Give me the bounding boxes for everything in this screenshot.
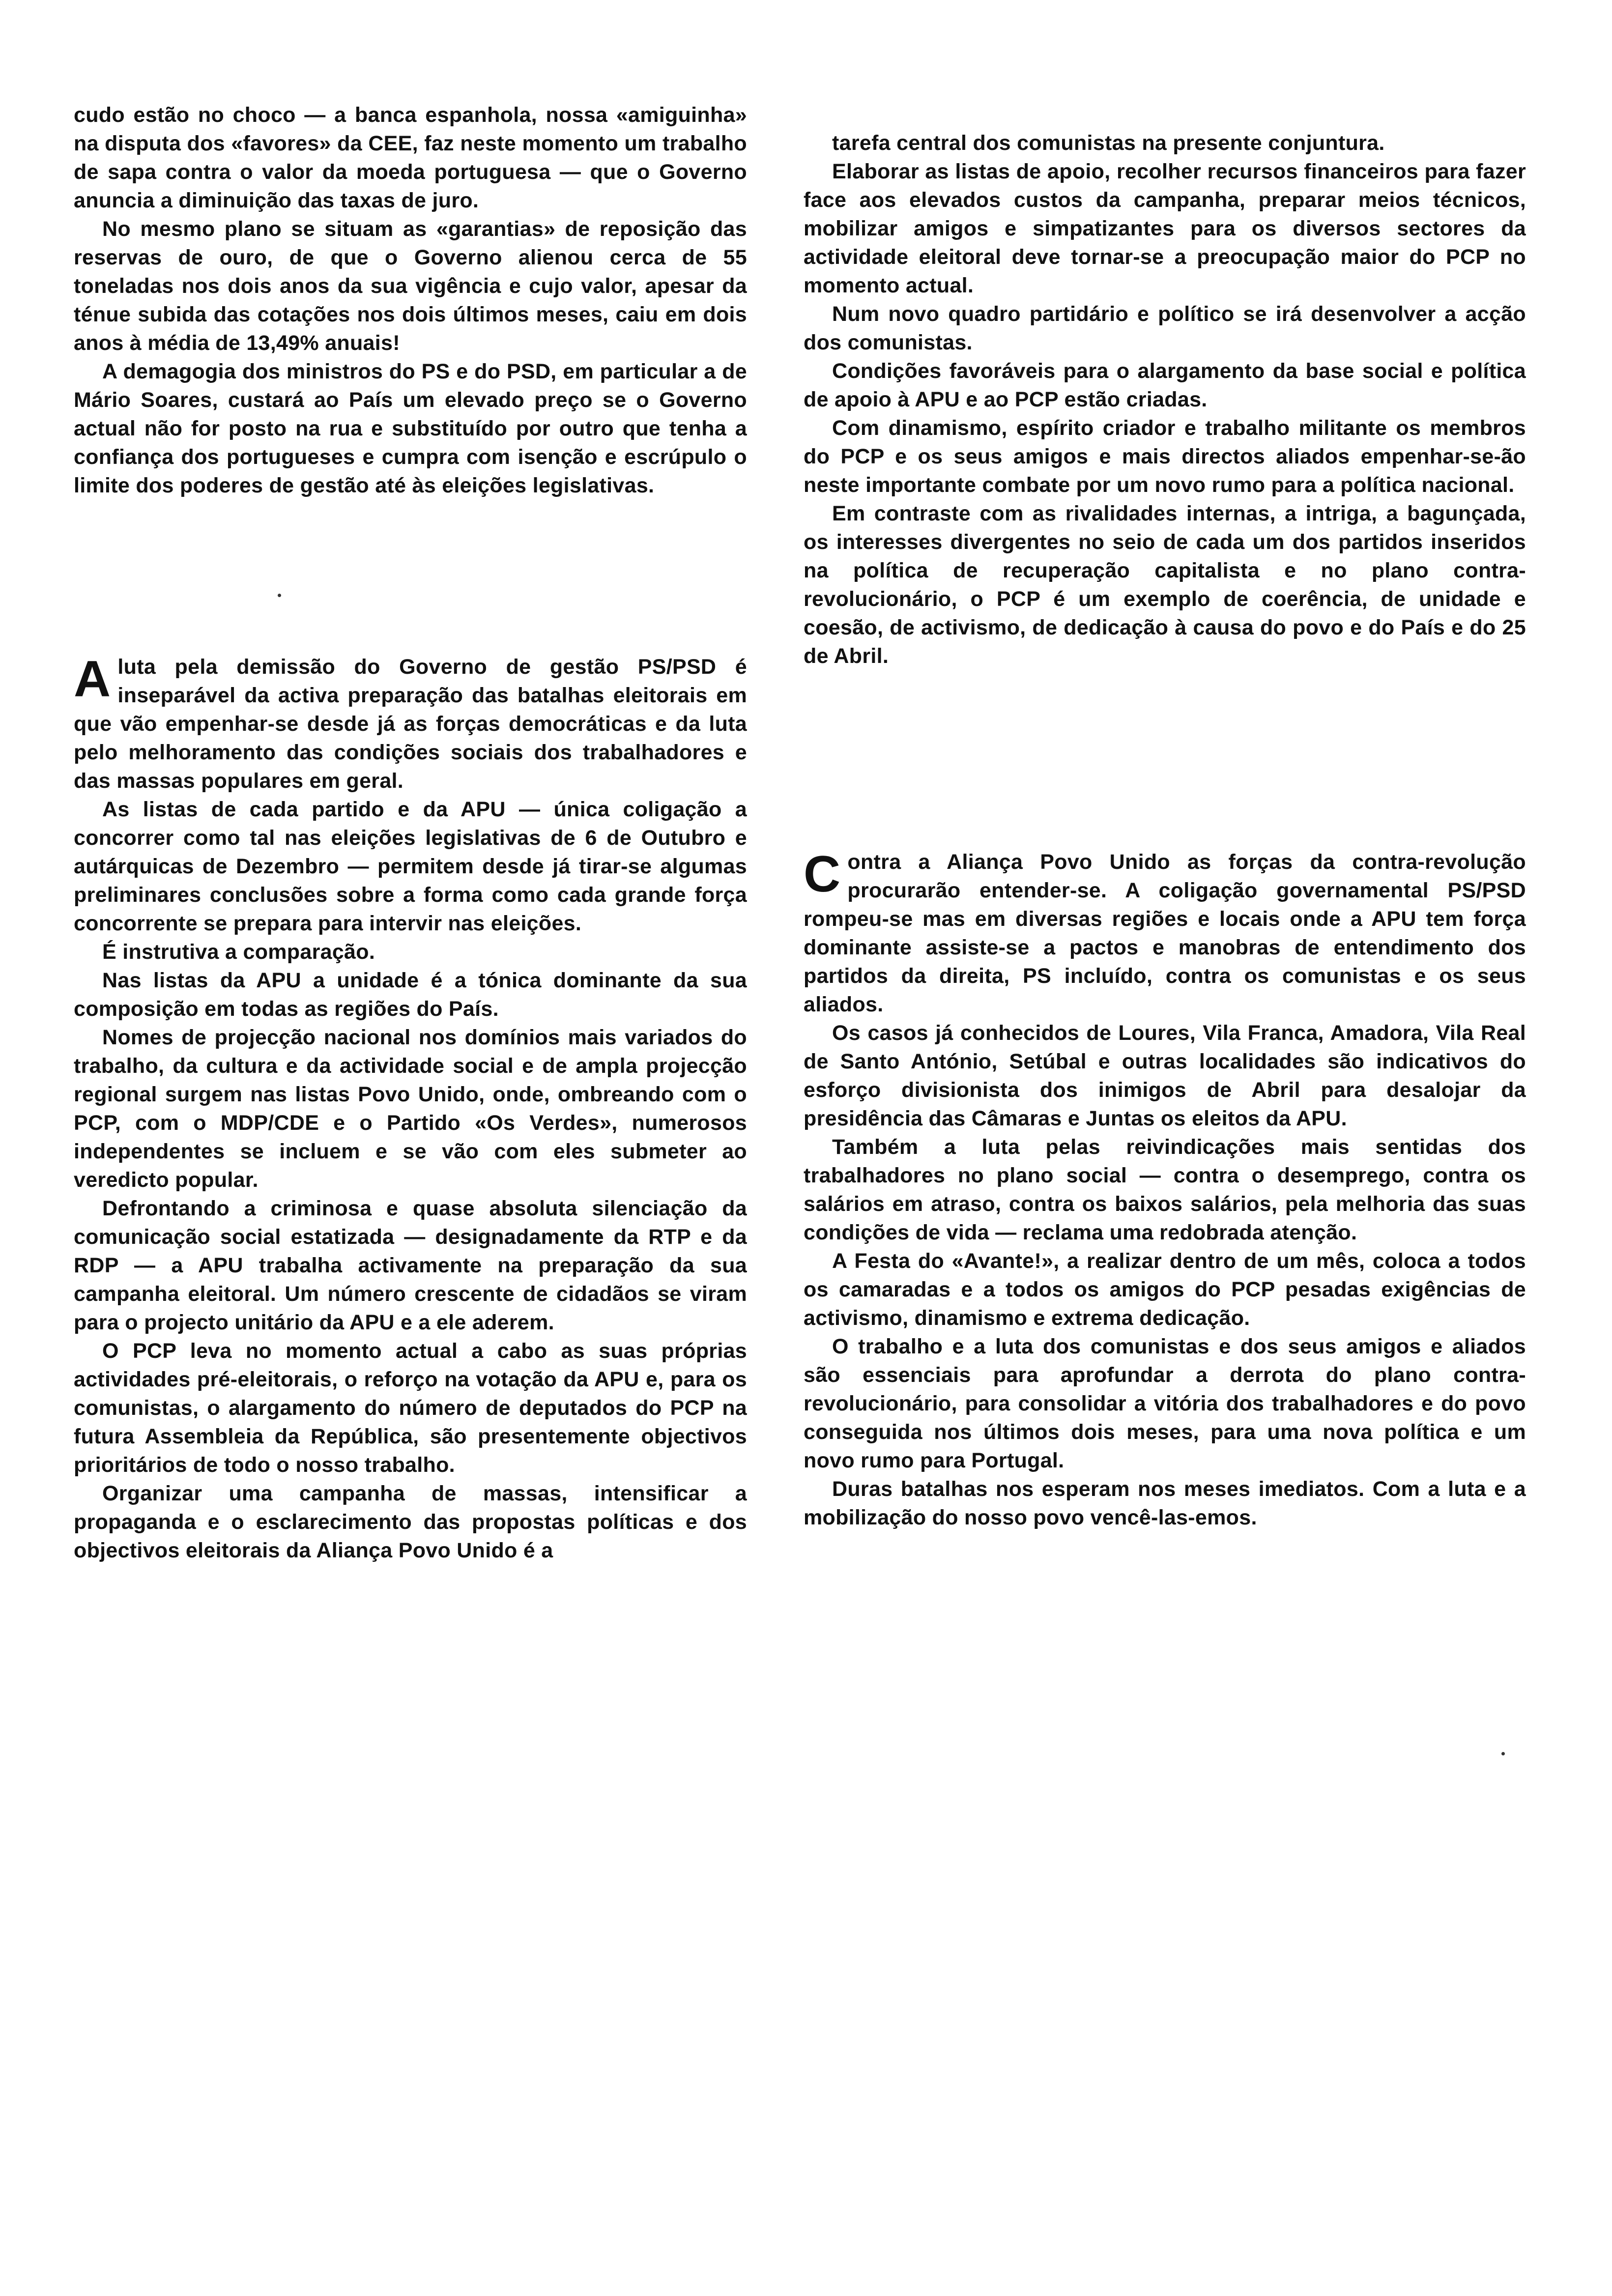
right-section-2 [804, 848, 1526, 1532]
paragraph: Duras batalhas nos esperam nos meses imediatos. Com a luta e a mobilização do nosso povo vencê-las-emos. [804, 1477, 1526, 1529]
lead-text: ontra a Aliança Povo Unido as forças da contra-revolução procurarão entender-se. A coligação governamental PS/PSD rompeu-se mas em diversas regiões e locais onde a APU tem força dominante assiste-se a pactos e manobras de entendimento dos partidos da direita, PS incluído, contra os comunistas e os seus aliados. [804, 850, 1526, 1016]
paragraph: As listas de cada partido e da APU — única coligação a concorrer como tal nas eleições legislativas de 6 de Outubro e autárquicas de Dezembro — permitem desde já tirar-se algumas preliminares conclusões sobre a forma como cada grande força concorrente se prepara para intervir nas eleições. [74, 798, 747, 935]
paragraph: O PCP leva no momento actual a cabo as suas próprias actividades pré-eleitorais, o reforço na votação da APU e, para os comunistas, o alargamento do número de deputados do PCP na futura Assembleia da República, são presentemente objectivos prioritários de todo o nosso trabalho. [74, 1339, 747, 1477]
paragraph: Num novo quadro partidário e político se irá desenvolver a acção dos comunistas. [804, 302, 1526, 354]
paragraph: Com dinamismo, espírito criador e trabalho militante os membros do PCP e os seus amigos e mais directos aliados empenhar-se-ão neste importante combate por um novo rumo para a política nacional. [804, 416, 1526, 497]
paragraph: No mesmo plano se situam as «garantias» de reposição das reservas de ouro, de que o Governo alienou cerca de 55 toneladas nos dois anos da sua vigência e cujo valor, apesar da ténue subida das cotações nos dois últimos meses, caiu em dois anos à média de 13,49% anuais! [74, 217, 747, 355]
paragraph: É instrutiva a comparação. [102, 940, 375, 964]
paragraph: cudo estão no choco — a banca espanhola, nossa «amiguinha» na disputa dos «favores» da CEE, faz neste momento um trabalho de sapa contra o valor da moeda portuguesa — que o Governo anuncia a diminuição das taxas de juro. [74, 103, 747, 212]
paragraph: Nomes de projecção nacional nos domínios mais variados do trabalho, da cultura e da actividade social e de ampla projecção regional surgem nas listas Povo Unido, onde, ombreando com o PCP, com o MDP/CDE e o Partido «Os Verdes», numerosos independentes se incluem e se vão com eles submeter ao veredicto popular. [74, 1026, 747, 1192]
paragraph: Condições favoráveis para o alargamento da base social e política de apoio à APU e ao PCP estão criadas. [804, 359, 1526, 411]
drop-cap: A [74, 651, 111, 708]
end-mark-dot [1501, 1752, 1505, 1755]
paragraph: Em contraste com as rivalidades internas, a intriga, a bagunçada, os interesses divergentes no seio de cada um dos partidos inseridos na política de recuperação capitalista e no plano contra-revolucionário, o PCP é um exemplo de coerência, de unidade e coesão, de activismo, de dedicação à causa do povo e do País e do 25 de Abril. [804, 502, 1526, 668]
section-lead-paragraph [804, 848, 1526, 1019]
paragraph: A Festa do «Avante!», a realizar dentro de um mês, coloca a todos os camaradas e a todos os amigos do PCP pesadas exigências de activismo, dinamismo e extrema dedicação. [804, 1249, 1526, 1330]
paragraph: O trabalho e a luta dos comunistas e dos seus amigos e aliados são essenciais para aprofundar a derrota do plano contra-revolucionário, para consolidar a vitória dos trabalhadores e do povo conseguida nos últimos dois meses, para uma nova política e um novo rumo para Portugal. [804, 1335, 1526, 1472]
paragraph: Também a luta pelas reivindicações mais sentidas dos trabalhadores no plano social — contra o desemprego, contra os salários em atraso, contra os baixos salários, pela melhoria das suas condições de vida — reclama uma redobrada atenção. [804, 1135, 1526, 1244]
left-section-1 [74, 101, 747, 500]
section-lead-paragraph [74, 653, 747, 795]
paragraph: tarefa central dos comunistas na presente conjuntura. [832, 131, 1385, 155]
left-section-2 [74, 653, 747, 1565]
paragraph: Organizar uma campanha de massas, intensificar a propaganda e o esclarecimento das propostas políticas e dos objectivos eleitorais da Aliança Povo Unido é a [74, 1482, 747, 1562]
paragraph: Os casos já conhecidos de Loures, Vila Franca, Amadora, Vila Real de Santo António, Setúbal e outras localidades são indicativos do esforço divisionista dos inimigos de Abril para desalojar da presidência das Câmaras e Juntas os eleitos da APU. [804, 1021, 1526, 1130]
lead-text: luta pela demissão do Governo de gestão PS/PSD é inseparável da activa preparação das batalhas eleitorais em que vão empenhar-se desde já as forças democráticas e da luta pelo melhoramento das condições sociais dos trabalhadores e das massas populares em geral. [74, 655, 747, 793]
separator-dot [278, 594, 281, 597]
drop-cap: C [804, 846, 841, 903]
paragraph: A demagogia dos ministros do PS e do PSD, em particular a de Mário Soares, custará ao País um elevado preço se o Governo actual não for posto na rua e substituído por outro que tenha a confiança dos portugueses e cumpra com isenção e escrúpulo o limite dos poderes de gestão até às eleições legislativas. [74, 360, 747, 497]
paragraph: Nas listas da APU a unidade é a tónica dominante da sua composição em todas as regiões do País. [74, 969, 747, 1021]
right-section-1 [804, 129, 1526, 670]
paragraph: Elaborar as listas de apoio, recolher recursos financeiros para fazer face aos elevados custos da campanha, preparar meios técnicos, mobilizar amigos e simpatizantes para os diversos sectores da actividade eleitoral deve tornar-se a preocupação maior do PCP no momento actual. [804, 160, 1526, 297]
paragraph: Defrontando a criminosa e quase absoluta silenciação da comunicação social estatizada — designadamente da RTP e da RDP — a APU trabalha activamente na preparação da sua campanha eleitoral. Um número crescente de cidadãos se viram para o projecto unitário da APU e a ele aderem. [74, 1197, 747, 1334]
